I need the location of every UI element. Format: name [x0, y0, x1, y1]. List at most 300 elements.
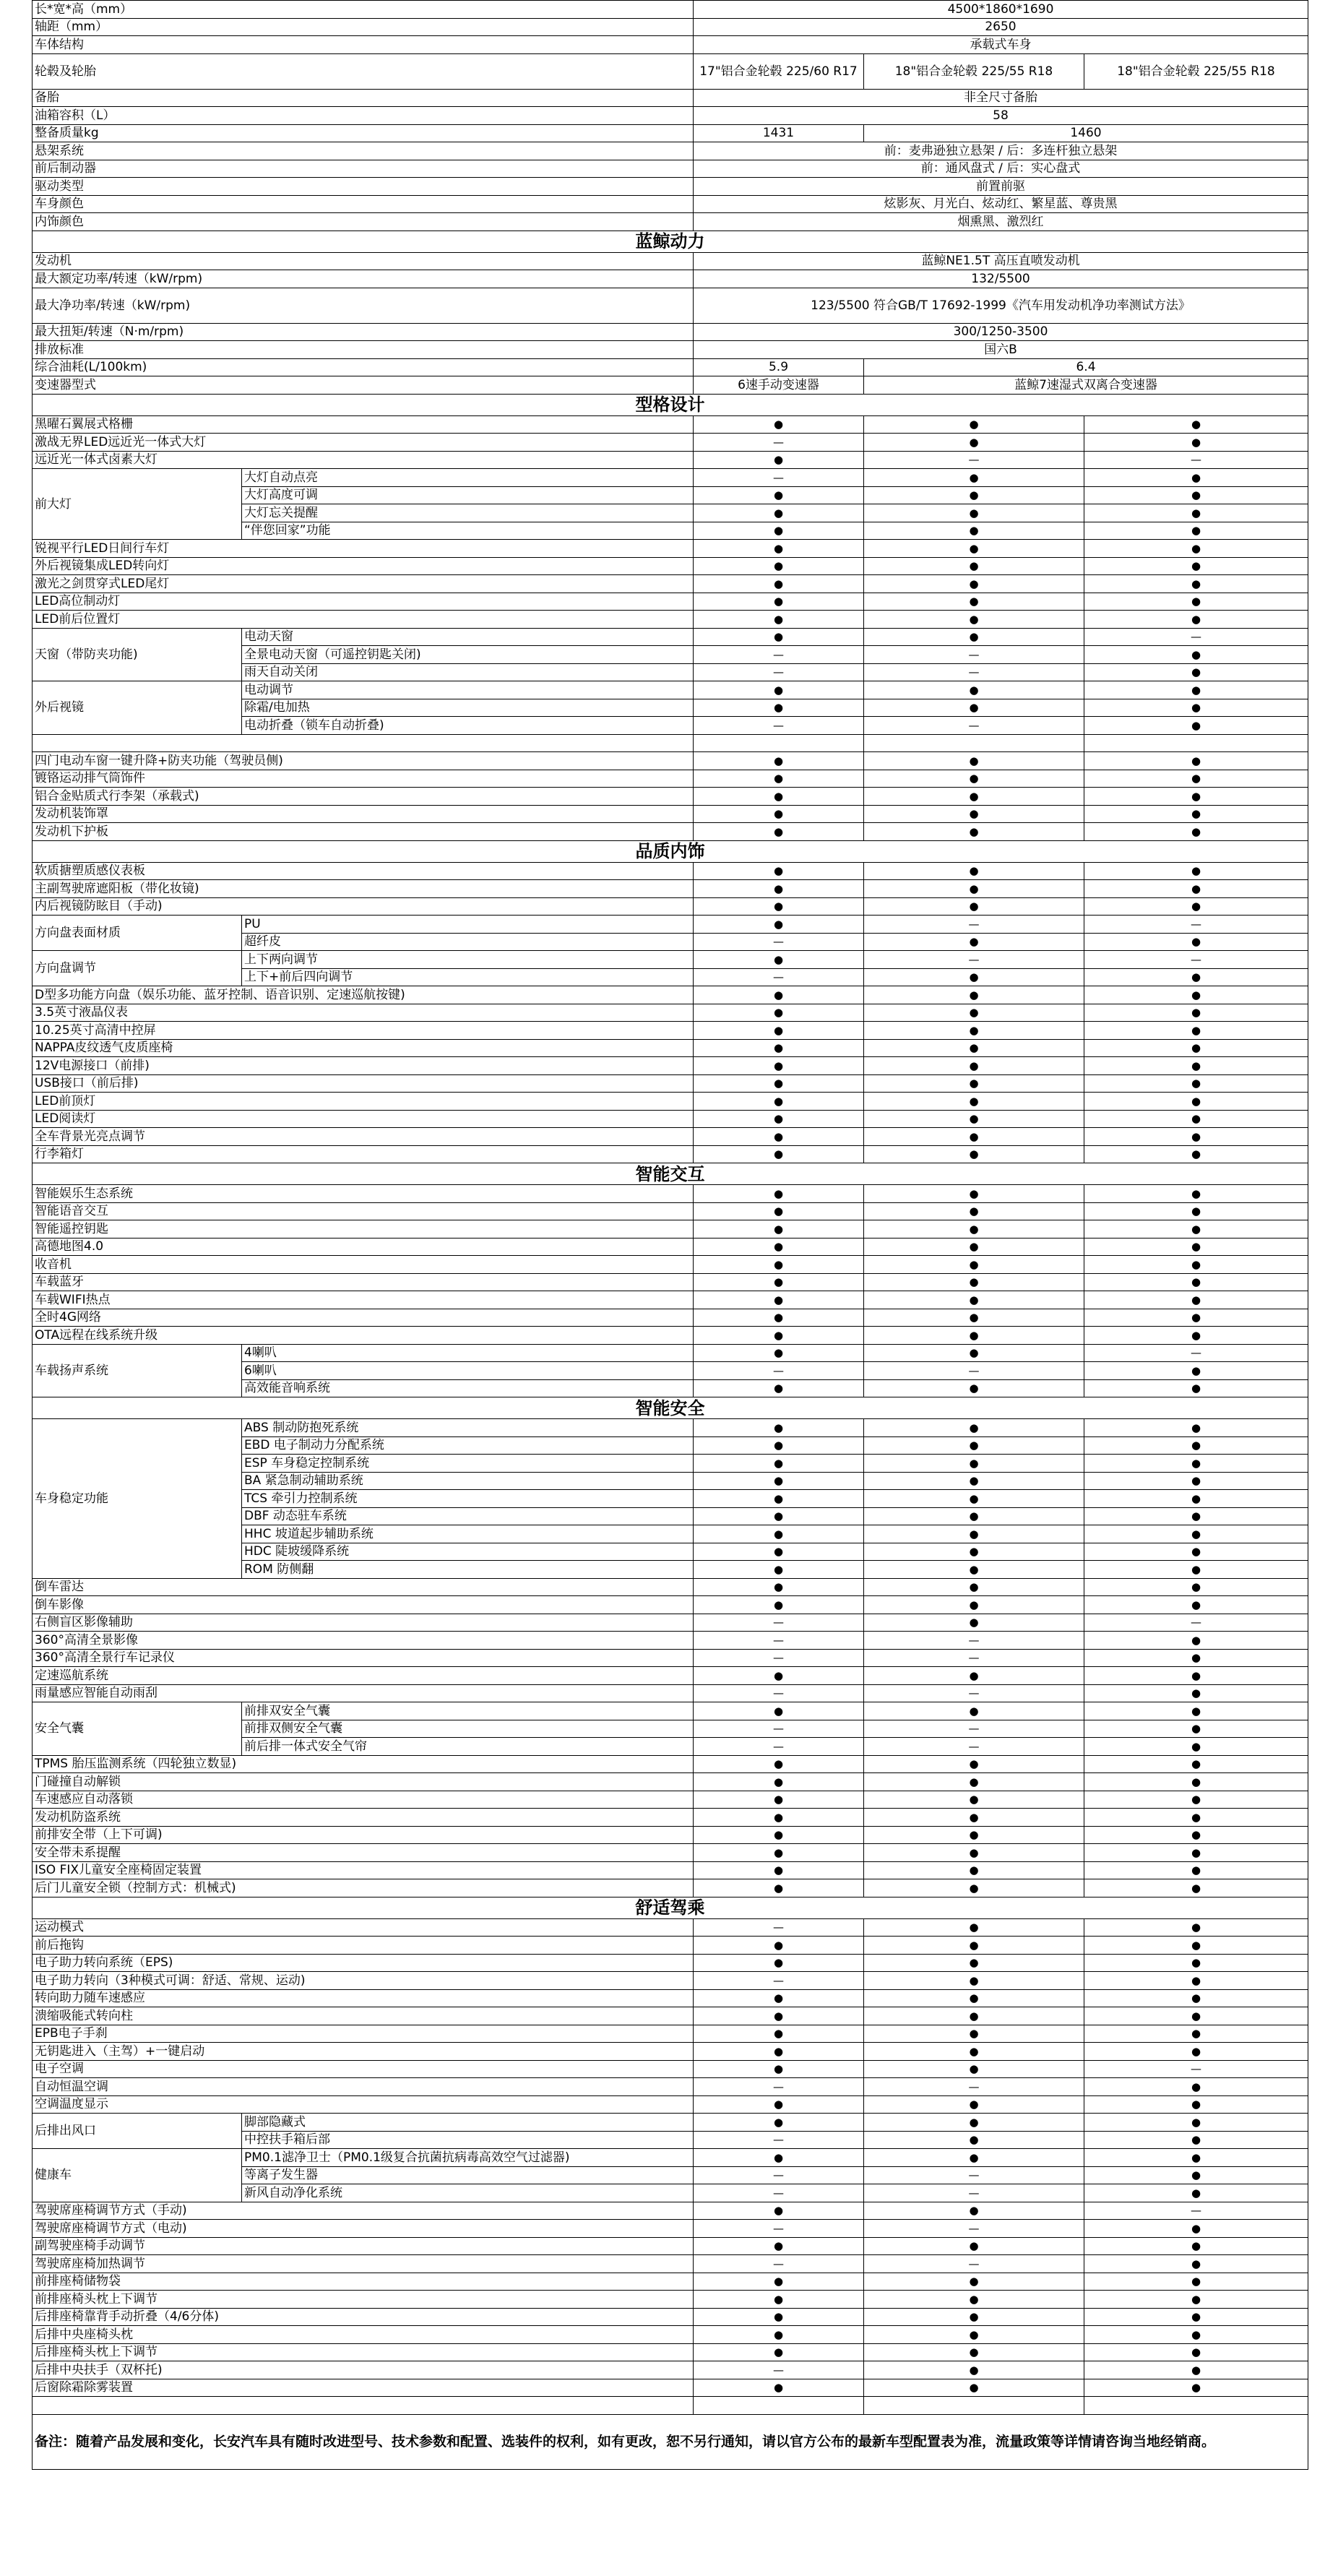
not-available-dash-icon: — [694, 1918, 864, 1937]
spec-row [33, 53, 1308, 89]
standard-dot-icon: ● [1084, 805, 1308, 823]
standard-dot-icon: ● [694, 1128, 864, 1146]
standard-dot-icon: ● [864, 788, 1084, 806]
trim-value: 6速手动变速器 [694, 376, 864, 395]
feature-label: 电子助力转向（3种模式可调：舒适、常规、运动) [33, 1972, 694, 1990]
table-row [33, 897, 1308, 916]
standard-dot-icon: ● [694, 2043, 864, 2061]
feature-label: USB接口（前后排) [33, 1074, 694, 1093]
not-available-dash-icon: — [694, 2166, 864, 2184]
table-row [33, 2220, 1308, 2238]
table-row [33, 1989, 1308, 2007]
standard-dot-icon: ● [694, 986, 864, 1004]
spec-label: 排放标准 [33, 341, 694, 359]
spec-row [33, 18, 1308, 36]
standard-dot-icon: ● [864, 2379, 1084, 2397]
standard-dot-icon: ● [864, 1273, 1084, 1291]
standard-dot-icon: ● [1084, 1755, 1308, 1773]
standard-dot-icon: ● [1084, 1202, 1308, 1220]
standard-dot-icon: ● [1084, 1256, 1308, 1274]
feature-label: LED高位制动灯 [33, 593, 694, 611]
blank-cell [1084, 2397, 1308, 2415]
table-row [33, 1273, 1308, 1291]
standard-dot-icon: ● [864, 1826, 1084, 1844]
standard-dot-icon: ● [864, 2361, 1084, 2379]
standard-dot-icon: ● [1084, 1379, 1308, 1397]
standard-dot-icon: ● [1084, 1220, 1308, 1239]
standard-dot-icon: ● [864, 611, 1084, 629]
not-available-dash-icon: — [864, 2255, 1084, 2273]
spec-label: 最大额定功率/转速（kW/rpm) [33, 270, 694, 288]
standard-dot-icon: ● [1084, 752, 1308, 770]
standard-dot-icon: ● [1084, 897, 1308, 916]
feature-label: 360°高清全景行车记录仪 [33, 1649, 694, 1667]
spec-value: 前：麦弗逊独立悬架 / 后：多连杆独立悬架 [694, 142, 1308, 160]
standard-dot-icon: ● [1084, 1937, 1308, 1955]
table-row [33, 1074, 1308, 1093]
standard-dot-icon: ● [694, 1472, 864, 1490]
trim-value: 5.9 [694, 358, 864, 376]
not-available-dash-icon: — [694, 1684, 864, 1702]
table-row [33, 1632, 1308, 1650]
feature-label: 四门电动车窗一键升降+防夹功能（驾驶员侧) [33, 752, 694, 770]
feature-label: 后排座椅头枕上下调节 [33, 2343, 694, 2361]
not-available-dash-icon: — [864, 1720, 1084, 1738]
not-available-dash-icon: — [864, 1362, 1084, 1380]
sub-feature-label: 雨天自动关闭 [242, 663, 694, 681]
standard-dot-icon: ● [1084, 1057, 1308, 1075]
table-row [33, 2273, 1308, 2291]
table-row [33, 1419, 1308, 1437]
table-row [33, 1128, 1308, 1146]
table-row [33, 1844, 1308, 1862]
standard-dot-icon: ● [694, 1507, 864, 1525]
table-row [33, 823, 1308, 841]
standard-dot-icon: ● [694, 2025, 864, 2043]
standard-dot-icon: ● [1084, 2220, 1308, 2238]
not-available-dash-icon: — [694, 717, 864, 735]
blank-cell [33, 734, 694, 752]
standard-dot-icon: ● [694, 2237, 864, 2255]
spec-label: 长*宽*高（mm） [33, 1, 694, 19]
table-row [33, 862, 1308, 880]
feature-label: 内后视镜防眩目（手动) [33, 897, 694, 916]
spec-value: 123/5500 符合GB/T 17692-1999《汽车用发动机净功率测试方法》 [694, 288, 1308, 323]
standard-dot-icon: ● [864, 486, 1084, 504]
group-label: 前大灯 [33, 469, 242, 540]
standard-dot-icon: ● [864, 1455, 1084, 1473]
feature-label: 激光之剑贯穿式LED尾灯 [33, 575, 694, 593]
spec-value: 300/1250-3500 [694, 323, 1308, 341]
standard-dot-icon: ● [694, 557, 864, 575]
standard-dot-icon: ● [694, 1185, 864, 1203]
standard-dot-icon: ● [694, 681, 864, 699]
standard-dot-icon: ● [694, 2095, 864, 2114]
standard-dot-icon: ● [1084, 2166, 1308, 2184]
standard-dot-icon: ● [1084, 2025, 1308, 2043]
standard-dot-icon: ● [864, 1879, 1084, 1897]
standard-dot-icon: ● [1084, 1918, 1308, 1937]
feature-label: ISO FIX儿童安全座椅固定装置 [33, 1861, 694, 1879]
table-row [33, 1309, 1308, 1327]
standard-dot-icon: ● [864, 1755, 1084, 1773]
not-available-dash-icon: — [1084, 951, 1308, 969]
table-row [33, 415, 1308, 434]
not-available-dash-icon: — [1084, 628, 1308, 646]
standard-dot-icon: ● [864, 1844, 1084, 1862]
standard-dot-icon: ● [1084, 1004, 1308, 1022]
standard-dot-icon: ● [1084, 611, 1308, 629]
standard-dot-icon: ● [864, 1989, 1084, 2007]
standard-dot-icon: ● [1084, 862, 1308, 880]
not-available-dash-icon: — [864, 451, 1084, 469]
sub-feature-label: 除霜/电加热 [242, 699, 694, 717]
table-row [33, 986, 1308, 1004]
standard-dot-icon: ● [864, 1004, 1084, 1022]
section-title: 品质内饰 [33, 840, 1308, 862]
feature-label: 后门儿童安全锁（控制方式：机械式) [33, 1879, 694, 1897]
feature-label: 后窗除霜除雾装置 [33, 2379, 694, 2397]
not-available-dash-icon: — [694, 1362, 864, 1380]
standard-dot-icon: ● [864, 1861, 1084, 1879]
standard-dot-icon: ● [1084, 968, 1308, 986]
table-row [33, 593, 1308, 611]
table-row [33, 2202, 1308, 2220]
not-available-dash-icon: — [864, 1684, 1084, 1702]
section-title: 型格设计 [33, 394, 1308, 415]
standard-dot-icon: ● [864, 862, 1084, 880]
standard-dot-icon: ● [694, 2273, 864, 2291]
standard-dot-icon: ● [694, 1954, 864, 1972]
feature-label: 智能娱乐生态系统 [33, 1185, 694, 1203]
standard-dot-icon: ● [694, 770, 864, 788]
standard-dot-icon: ● [694, 1004, 864, 1022]
standard-dot-icon: ● [694, 1989, 864, 2007]
feature-label: 外后视镜集成LED转向灯 [33, 557, 694, 575]
standard-dot-icon: ● [694, 1379, 864, 1397]
table-row [33, 1022, 1308, 1040]
standard-dot-icon: ● [864, 880, 1084, 898]
table-row [33, 2149, 1308, 2167]
standard-dot-icon: ● [694, 504, 864, 522]
spec-value: 国六B [694, 341, 1308, 359]
feature-label: 3.5英寸液晶仪表 [33, 1004, 694, 1022]
standard-dot-icon: ● [864, 1327, 1084, 1345]
spec-value: 前：通风盘式 / 后：实心盘式 [694, 160, 1308, 178]
feature-label: 激战无界LED远近光一体式大灯 [33, 434, 694, 452]
standard-dot-icon: ● [864, 2291, 1084, 2309]
standard-dot-icon: ● [864, 1419, 1084, 1437]
spec-row [33, 160, 1308, 178]
trim-value: 1431 [694, 124, 864, 142]
not-available-dash-icon: — [694, 1720, 864, 1738]
feature-label: EPB电子手刹 [33, 2025, 694, 2043]
spec-row [33, 252, 1308, 270]
standard-dot-icon: ● [864, 699, 1084, 717]
standard-dot-icon: ● [1084, 593, 1308, 611]
not-available-dash-icon: — [694, 968, 864, 986]
not-available-dash-icon: — [694, 2184, 864, 2202]
standard-dot-icon: ● [694, 522, 864, 540]
standard-dot-icon: ● [1084, 1185, 1308, 1203]
section-title: 舒适驾乘 [33, 1897, 1308, 1918]
spec-row [33, 288, 1308, 323]
standard-dot-icon: ● [694, 788, 864, 806]
sub-feature-label: HHC 坡道起步辅助系统 [242, 1525, 694, 1543]
standard-dot-icon: ● [694, 1344, 864, 1362]
standard-dot-icon: ● [864, 1596, 1084, 1614]
standard-dot-icon: ● [694, 1455, 864, 1473]
spec-row [33, 358, 1308, 376]
standard-dot-icon: ● [1084, 2078, 1308, 2096]
standard-dot-icon: ● [694, 1490, 864, 1508]
table-row [33, 2060, 1308, 2078]
standard-dot-icon: ● [694, 1291, 864, 1309]
standard-dot-icon: ● [1084, 2114, 1308, 2132]
spec-table-body [33, 1, 1308, 2470]
feature-label: 全车背景光亮点调节 [33, 1128, 694, 1146]
standard-dot-icon: ● [864, 1918, 1084, 1937]
sub-feature-label: 超纤皮 [242, 933, 694, 951]
standard-dot-icon: ● [1084, 522, 1308, 540]
standard-dot-icon: ● [864, 1379, 1084, 1397]
standard-dot-icon: ● [864, 823, 1084, 841]
spec-label: 车体结构 [33, 36, 694, 54]
standard-dot-icon: ● [694, 2308, 864, 2326]
spec-label: 油箱容积（L） [33, 107, 694, 125]
standard-dot-icon: ● [694, 2291, 864, 2309]
table-row [33, 770, 1308, 788]
feature-label: 发动机防盗系统 [33, 1809, 694, 1827]
section-title: 智能交互 [33, 1163, 1308, 1185]
standard-dot-icon: ● [1084, 2361, 1308, 2379]
sub-feature-label: 大灯自动点亮 [242, 469, 694, 487]
feature-label: 前后拖钩 [33, 1937, 694, 1955]
standard-dot-icon: ● [1084, 1273, 1308, 1291]
sub-feature-label: 上下+前后四向调节 [242, 968, 694, 986]
standard-dot-icon: ● [694, 1110, 864, 1128]
standard-dot-icon: ● [864, 1667, 1084, 1685]
standard-dot-icon: ● [1084, 699, 1308, 717]
standard-dot-icon: ● [864, 968, 1084, 986]
standard-dot-icon: ● [1084, 823, 1308, 841]
spec-label: 综合油耗(L/100km) [33, 358, 694, 376]
table-row [33, 2361, 1308, 2379]
spec-value: 前置前驱 [694, 178, 1308, 196]
standard-dot-icon: ● [1084, 2379, 1308, 2397]
trim-value: 蓝鲸7速湿式双离合变速器 [864, 376, 1308, 395]
section-header [33, 1897, 1308, 1918]
standard-dot-icon: ● [694, 880, 864, 898]
standard-dot-icon: ● [864, 933, 1084, 951]
not-available-dash-icon: — [864, 2220, 1084, 2238]
standard-dot-icon: ● [1084, 1989, 1308, 2007]
feature-label: D型多功能方向盘（娱乐功能、蓝牙控制、语音识别、定速巡航按键) [33, 986, 694, 1004]
spec-row [33, 124, 1308, 142]
standard-dot-icon: ● [1084, 1720, 1308, 1738]
sub-feature-label: 4喇叭 [242, 1344, 694, 1362]
standard-dot-icon: ● [694, 1309, 864, 1327]
spec-row [33, 195, 1308, 213]
feature-label: 发动机装饰罩 [33, 805, 694, 823]
feature-label: 前排座椅储物袋 [33, 2273, 694, 2291]
standard-dot-icon: ● [1084, 2237, 1308, 2255]
table-row [33, 2308, 1308, 2326]
not-available-dash-icon: — [694, 469, 864, 487]
standard-dot-icon: ● [864, 2202, 1084, 2220]
standard-dot-icon: ● [694, 415, 864, 434]
sub-feature-label: 前后排一体式安全气帘 [242, 1738, 694, 1756]
sub-feature-label: 电动调节 [242, 681, 694, 699]
feature-label: 12V电源接口（前排) [33, 1057, 694, 1075]
feature-label: 转向助力随车速感应 [33, 1989, 694, 2007]
table-row [33, 1093, 1308, 1111]
standard-dot-icon: ● [864, 2095, 1084, 2114]
standard-dot-icon: ● [694, 1755, 864, 1773]
table-row [33, 1344, 1308, 1362]
standard-dot-icon: ● [1084, 2149, 1308, 2167]
standard-dot-icon: ● [864, 2343, 1084, 2361]
standard-dot-icon: ● [1084, 1632, 1308, 1650]
table-row [33, 2291, 1308, 2309]
not-available-dash-icon: — [864, 717, 1084, 735]
standard-dot-icon: ● [1084, 1684, 1308, 1702]
spec-row [33, 341, 1308, 359]
standard-dot-icon: ● [864, 1773, 1084, 1791]
standard-dot-icon: ● [1084, 1436, 1308, 1455]
table-row [33, 2007, 1308, 2025]
standard-dot-icon: ● [694, 2007, 864, 2025]
standard-dot-icon: ● [694, 1861, 864, 1879]
standard-dot-icon: ● [1084, 1667, 1308, 1685]
standard-dot-icon: ● [864, 1093, 1084, 1111]
standard-dot-icon: ● [694, 2060, 864, 2078]
table-row [33, 1291, 1308, 1309]
group-label: 外后视镜 [33, 681, 242, 735]
standard-dot-icon: ● [864, 2149, 1084, 2167]
standard-dot-icon: ● [694, 486, 864, 504]
standard-dot-icon: ● [1084, 1809, 1308, 1827]
standard-dot-icon: ● [1084, 504, 1308, 522]
standard-dot-icon: ● [864, 2043, 1084, 2061]
group-label: 天窗（带防夹功能) [33, 628, 242, 681]
sub-feature-label: 上下两向调节 [242, 951, 694, 969]
standard-dot-icon: ● [694, 1578, 864, 1596]
standard-dot-icon: ● [1084, 2095, 1308, 2114]
standard-dot-icon: ● [1084, 2273, 1308, 2291]
table-row [33, 1614, 1308, 1632]
feature-label: 主副驾驶席遮阳板（带化妆镜) [33, 880, 694, 898]
standard-dot-icon: ● [1084, 1455, 1308, 1473]
standard-dot-icon: ● [694, 1057, 864, 1075]
table-row [33, 2255, 1308, 2273]
standard-dot-icon: ● [694, 1667, 864, 1685]
standard-dot-icon: ● [1084, 557, 1308, 575]
spec-row [33, 270, 1308, 288]
standard-dot-icon: ● [694, 1826, 864, 1844]
feature-label: 车载蓝牙 [33, 1273, 694, 1291]
standard-dot-icon: ● [1084, 1861, 1308, 1879]
feature-label: 后排座椅靠背手动折叠（4/6分体) [33, 2308, 694, 2326]
spec-table [32, 0, 1308, 2470]
feature-label: 门碰撞自动解锁 [33, 1773, 694, 1791]
feature-label: LED前后位置灯 [33, 611, 694, 629]
table-row [33, 880, 1308, 898]
footnote-row [33, 2414, 1308, 2469]
standard-dot-icon: ● [1084, 1490, 1308, 1508]
standard-dot-icon: ● [694, 1436, 864, 1455]
standard-dot-icon: ● [1084, 1578, 1308, 1596]
feature-label: 锐视平行LED日间行车灯 [33, 540, 694, 558]
standard-dot-icon: ● [1084, 1327, 1308, 1345]
standard-dot-icon: ● [864, 1543, 1084, 1561]
trim-value: 18"铝合金轮毂 225/55 R18 [864, 53, 1084, 89]
not-available-dash-icon: — [1084, 916, 1308, 934]
table-row [33, 1684, 1308, 1702]
table-row [33, 788, 1308, 806]
standard-dot-icon: ● [694, 1773, 864, 1791]
spec-row [33, 107, 1308, 125]
spec-label: 备胎 [33, 89, 694, 107]
sub-feature-label: TCS 牵引力控制系统 [242, 1490, 694, 1508]
spec-label: 轴距（mm） [33, 18, 694, 36]
table-row [33, 951, 1308, 969]
feature-label: 电子空调 [33, 2060, 694, 2078]
feature-label: 高德地图4.0 [33, 1238, 694, 1256]
sub-feature-label: 电动折叠（锁车自动折叠) [242, 717, 694, 735]
spec-label: 变速器型式 [33, 376, 694, 395]
standard-dot-icon: ● [1084, 663, 1308, 681]
table-row [33, 2237, 1308, 2255]
sub-feature-label: BA 紧急制动辅助系统 [242, 1472, 694, 1490]
standard-dot-icon: ● [694, 862, 864, 880]
not-available-dash-icon: — [864, 663, 1084, 681]
group-label: 车身稳定功能 [33, 1419, 242, 1579]
standard-dot-icon: ● [1084, 1074, 1308, 1093]
table-row [33, 1578, 1308, 1596]
table-row [33, 451, 1308, 469]
standard-dot-icon: ● [1084, 1507, 1308, 1525]
not-available-dash-icon: — [1084, 2202, 1308, 2220]
standard-dot-icon: ● [864, 2114, 1084, 2132]
trim-value: 6.4 [864, 358, 1308, 376]
spec-row [33, 142, 1308, 160]
not-available-dash-icon: — [864, 2078, 1084, 2096]
standard-dot-icon: ● [1084, 1093, 1308, 1111]
not-available-dash-icon: — [864, 2166, 1084, 2184]
feature-label: 远近光一体式卤素大灯 [33, 451, 694, 469]
not-available-dash-icon: — [1084, 1614, 1308, 1632]
sub-feature-label: 等离子发生器 [242, 2166, 694, 2184]
table-row [33, 1755, 1308, 1773]
table-row [33, 1145, 1308, 1163]
table-row [33, 1791, 1308, 1809]
feature-label: NAPPA皮纹透气皮质座椅 [33, 1039, 694, 1057]
standard-dot-icon: ● [864, 1309, 1084, 1327]
sub-feature-label: 大灯忘关提醒 [242, 504, 694, 522]
sub-feature-label: ROM 防侧翻 [242, 1561, 694, 1579]
table-row [33, 575, 1308, 593]
standard-dot-icon: ● [694, 1256, 864, 1274]
not-available-dash-icon: — [694, 2361, 864, 2379]
sub-feature-label: EBD 电子制动力分配系统 [242, 1436, 694, 1455]
feature-label: LED前顶灯 [33, 1093, 694, 1111]
standard-dot-icon: ● [864, 2007, 1084, 2025]
table-row [33, 628, 1308, 646]
sub-feature-label: 高效能音响系统 [242, 1379, 694, 1397]
standard-dot-icon: ● [864, 2131, 1084, 2149]
feature-label: 溃缩吸能式转向柱 [33, 2007, 694, 2025]
